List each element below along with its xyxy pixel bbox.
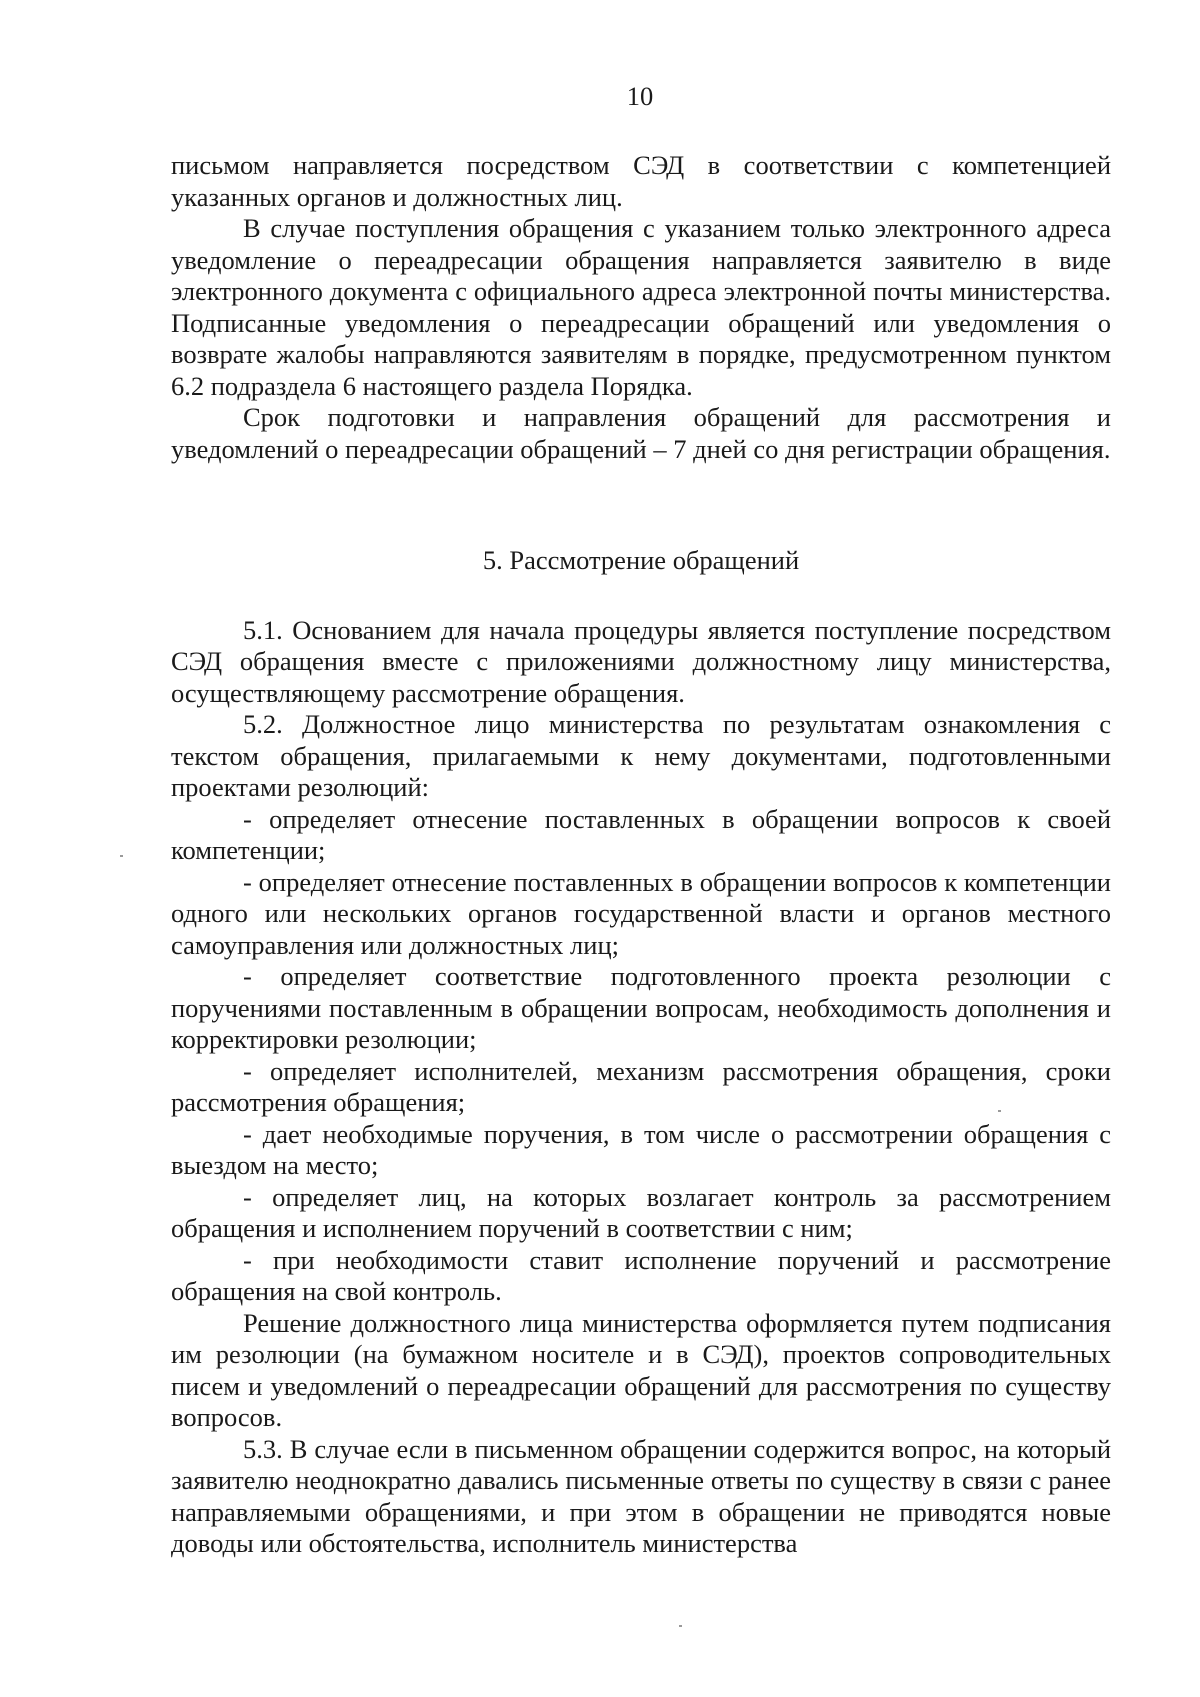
list-item: - определяет отнесение поставленных в обращении вопросов к своей компетенции; [171, 803, 1111, 865]
scan-speck [120, 855, 123, 857]
section-heading: 5. Рассмотрение обращений [482, 545, 800, 575]
scan-speck [998, 1110, 1001, 1112]
paragraph-electronic-address: В случае поступления обращения с указанием только электронного адреса уведомление о переадресации обращения направляется заявителю в виде электронного документа с официального адреса электронной почты министерства. Подписанные уведомления о переадресации обращений или уведомления о возврате жалобы направляются заявителям в порядке, предусмотренном пунктом 6.2 подраздела 6 настоящего раздела Порядка. [171, 213, 1111, 401]
scan-speck [679, 1625, 682, 1627]
paragraph-continuation: письмом направляется посредством СЭД в соответствии с компетенцией указанных органов и должностных лиц. [171, 150, 1111, 212]
paragraph-5-2: 5.2. Должностное лицо министерства по результатам ознакомления с текстом обращения, прилагаемыми к нему документами, подготовленными проектами резолюций: [171, 709, 1111, 802]
page-number: 10 [626, 81, 654, 111]
list-item: - при необходимости ставит исполнение поручений и рассмотрение обращения на свой контроль. [171, 1244, 1111, 1306]
paragraph-deadline: Срок подготовки и направления обращений для рассмотрения и уведомлений о переадресации обращений – 7 дней со дня регистрации обращения. [171, 402, 1111, 464]
paragraph-5-3: 5.3. В случае если в письменном обращении содержится вопрос, на который заявителю неоднократно давались письменные ответы по существу в связи с ранее направляемыми обращениями, и при этом в обращении не приводятся новые доводы или обстоятельства, исполнитель министерства [171, 1433, 1111, 1558]
list-item: - определяет лиц, на которых возлагает контроль за рассмотрением обращения и исполнением поручений в соответствии с ним; [171, 1181, 1111, 1243]
list-item: - определяет отнесение поставленных в обращении вопросов к компетенции одного или нескольких органов государственной власти и органов местного самоуправления или должностных лиц; [171, 866, 1111, 960]
paragraph-5-1: 5.1. Основанием для начала процедуры является поступление посредством СЭД обращения вместе с приложениями должностному лицу министерства, осуществляющему рассмотрение обращения. [171, 614, 1111, 708]
list-item: - дает необходимые поручения, в том числе о рассмотрении обращения с выездом на место; [171, 1118, 1111, 1180]
top-text-block [171, 150, 1111, 465]
paragraph-decision: Решение должностного лица министерства оформляется путем подписания им резолюции (на бумажном носителе и в СЭД), проектов сопроводительных писем и уведомлений о переадресации обращений для рассмотрения по существу вопросов. [171, 1307, 1111, 1432]
section-5-block [171, 545, 1111, 1560]
list-item: - определяет исполнителей, механизм рассмотрения обращения, сроки рассмотрения обращения; [171, 1055, 1111, 1117]
list-item: - определяет соответствие подготовленного проекта резолюции с поручениями поставленным в обращении вопросам, необходимость дополнения и корректировки резолюции; [171, 961, 1111, 1054]
